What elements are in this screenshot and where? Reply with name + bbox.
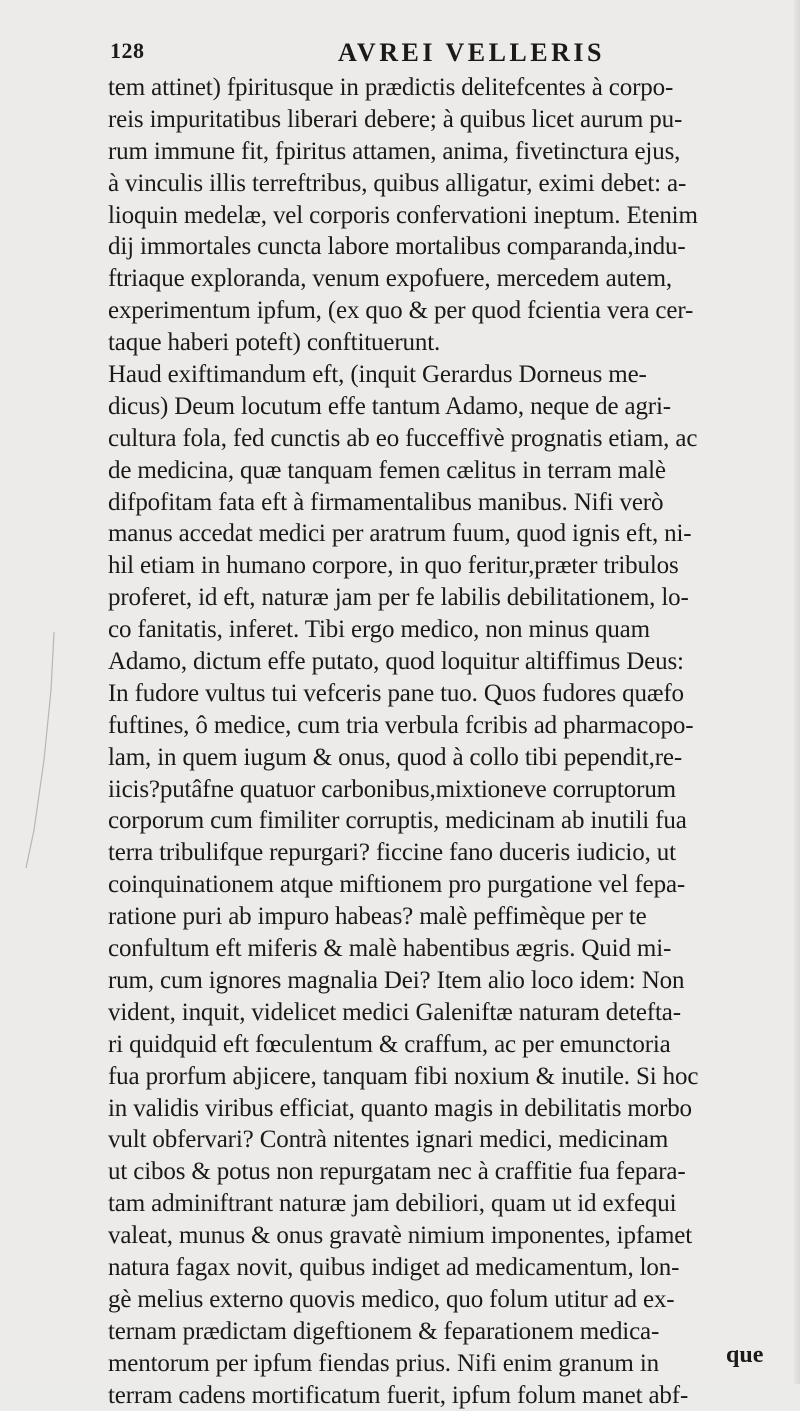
text-line: ratione puri ab impuro habeas? malè peffimèque per te <box>108 903 647 931</box>
running-head: AVREI VELLERIS <box>338 38 605 67</box>
page-number: 128 <box>110 38 145 63</box>
text-line: ftriaque exploranda, venum expofuere, mercedem autem, <box>108 265 673 293</box>
text-line: co fanitatis, inferet. Tibi ergo medico, non minus quam <box>108 616 650 644</box>
text-line: ternam prædictam digeftionem & feparationem medica- <box>108 1317 660 1345</box>
text-line: coinquinationem atque miftionem pro purgatione vel fepa- <box>108 871 686 899</box>
text-line: dicus) Deum locutum effe tantum Adamo, neque de agri- <box>108 392 671 420</box>
text-line: rum, cum ignores magnalia Dei? Item alio loco idem: Non <box>108 966 685 994</box>
text-line: Adamo, dictum effe putato, quod loquitur altiffimus Deus: <box>108 648 684 676</box>
text-line: Haud exiftimandum eft, (inquit Gerardus Dorneus me- <box>108 361 647 389</box>
text-line: tem attinet) fpiritusque in prædictis delitefcentes à corpo- <box>108 74 674 101</box>
text-line: corporum cum fimiliter corruptis, medicinam ab inutili fua <box>108 807 687 835</box>
text-line: vident, inquit, videlicet medici Galeniftæ naturam detefta- <box>108 998 681 1026</box>
text-line: manus accedat medici per aratrum fuum, quod ignis eft, ni- <box>108 520 692 548</box>
text-line: proferet, id eft, naturæ jam per fe labilis debilitationem, lo- <box>108 584 689 612</box>
text-line: hil etiam in humano corpore, in quo feritur,præter tribulos <box>108 552 679 580</box>
page-header <box>110 38 750 72</box>
text-line: tam adminiftrant naturæ jam debiliori, quam ut id exfequi <box>108 1190 677 1218</box>
text-line: In fudore vultus tui vefceris pane tuo. Quos fudores quæfo <box>108 679 684 707</box>
text-line: de medicina, quæ tanquam femen cælitus in terram malè <box>108 456 666 484</box>
text-line: ut cibos & potus non repurgatam nec à craffitie fua fepara- <box>108 1158 686 1186</box>
text-line: confultum eft miferis & malè habentibus ægris. Quid mi- <box>108 935 672 963</box>
text-line: fuftines, ô medice, cum tria verbula fcribis ad pharmacopo- <box>108 711 694 739</box>
text-line: dij immortales cuncta labore mortalibus comparanda,indu- <box>108 233 686 261</box>
text-line: ri quidquid eft fœculentum & craffum, ac per emunctoria <box>108 1030 671 1058</box>
text-line: terram cadens mortificatum fuerit, ipfum folum manet abf- <box>108 1381 689 1409</box>
text-line: à vinculis illis terreftribus, quibus alligatur, eximi debet: a- <box>108 169 687 197</box>
text-line: lam, in quem iugum & onus, quod à collo tibi pependit,re- <box>108 743 682 771</box>
text-line: rum immune fit, fpiritus attamen, anima, fivetinctura ejus, <box>108 137 681 165</box>
page-edge <box>794 0 800 1384</box>
text-line: in validis viribus efficiat, quanto magis in debilitatis morbo <box>108 1094 692 1122</box>
text-line: fua prorfum abjicere, tanquam fibi noxium & inutile. Si hoc <box>108 1062 699 1090</box>
body-text <box>108 72 768 1411</box>
text-line: gè melius externo quovis medico, quo folum utitur ad ex- <box>108 1285 675 1313</box>
text-line: reis impuritatibus liberari debere; à quibus licet aurum pu- <box>108 105 683 133</box>
text-line: iicis?putâfne quatuor carbonibus,mixtioneve corruptorum <box>108 775 676 803</box>
text-line: experimentum ipfum, (ex quo & per quod fcientia vera cer- <box>108 297 694 325</box>
catchword: que <box>726 1342 764 1368</box>
text-line: valeat, munus & onus gravatè nimium imponentes, ipfamet <box>108 1222 692 1250</box>
text-line: cultura fola, fed cunctis ab eo fucceffivè prognatis etiam, ac <box>108 424 698 452</box>
text-line: lioquin medelæ, vel corporis confervationi ineptum. Etenim <box>108 201 698 229</box>
text-line: mentorum per ipfum fiendas prius. Nifi enim granum in <box>108 1349 659 1377</box>
text-line: taque haberi poteft) conftituerunt. <box>108 329 441 357</box>
text-line: terra tribulifque repurgari? ficcine fano duceris iudicio, ut <box>108 839 676 867</box>
text-line: difpofitam fata eft à firmamentalibus manibus. Nifi verò <box>108 488 664 516</box>
text-line: vult obfervari? Contrà nitentes ignari medici, medicinam <box>108 1126 669 1154</box>
text-line: natura fagax novit, quibus indiget ad medicamentum, lon- <box>108 1253 680 1281</box>
pencil-mark-icon <box>20 630 60 870</box>
